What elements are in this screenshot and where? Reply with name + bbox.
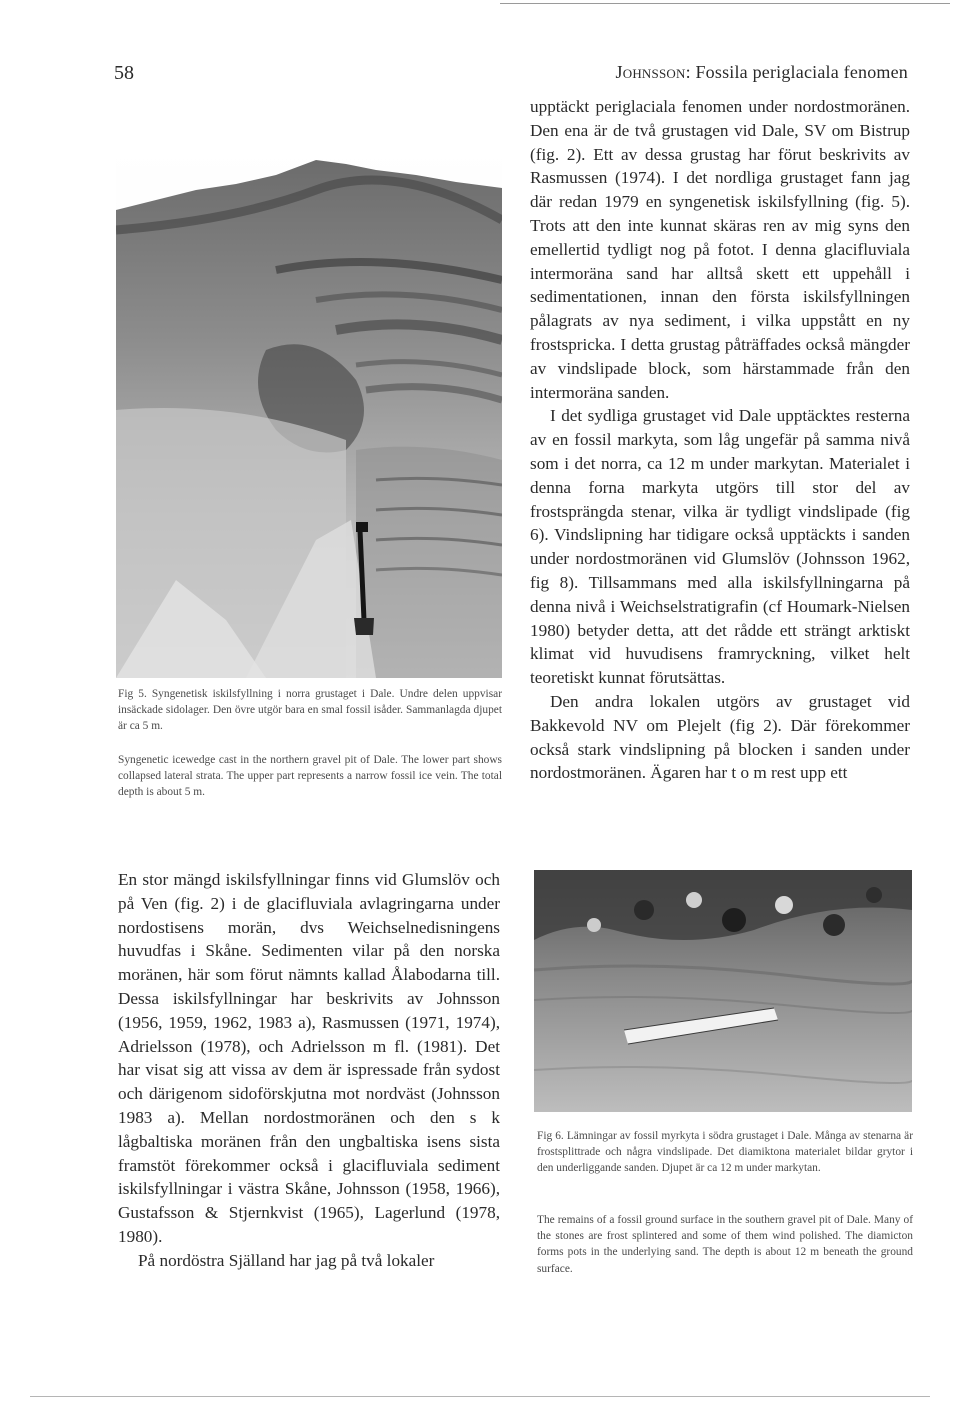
scan-edge-top bbox=[500, 3, 950, 4]
page-number: 58 bbox=[114, 62, 134, 84]
figure-6-image bbox=[534, 870, 912, 1112]
running-head-title: : Fossila periglaciala fenomen bbox=[685, 62, 908, 82]
figure-5-caption-english bbox=[118, 752, 502, 801]
paragraph: På nordöstra Själland har jag på två lokaler bbox=[138, 1250, 435, 1270]
running-head-author: Johnsson bbox=[615, 62, 686, 82]
figure-6-caption-english bbox=[537, 1212, 913, 1277]
running-head bbox=[616, 62, 908, 83]
left-column-text bbox=[118, 868, 500, 1273]
figure-6-caption-swedish bbox=[537, 1128, 913, 1177]
figure-6-caption-sv-text: Fig 6. Lämningar av fossil myrkyta i södra grustaget i Dale. Många av stenarna är frostsplittrade och några vindslipade. Det diamiktona materialet bildar grytor i den underliggande sanden. Djupet är ca 12 m under markytan. bbox=[537, 1130, 913, 1175]
figure-5-caption-swedish bbox=[118, 686, 502, 735]
paragraph: En stor mängd iskilsfyllningar finns vid Glumslöv och på Ven (fig. 2) i de glacifluviala avlagringarna under nordostisens morän, dvs Weichselnedisningens huvudfas i Skåne. Sedimenten vilar på den norska moränen, här som förut nämnts kallad Ålabodarna till. Dessa iskilsfyllningar har beskrivits av Johnsson (1956, 1959, 1962, 1983 a), Rasmussen (1971, 1974), Adrielsson (1978), och Adrielsson m fl. (1981). Det har visat sig att vissa av dem är ispressade från sydost och därigenom sidoförskjutna mot nordväst (Johnsson 1983 a). Mellan nordostmoränen och den s k lågbaltiska moränen från den ungbaltiska isens sista framstöt förekommer också i glacifluviala sediment iskilsfyllningar i västra Skåne, Johnsson (1958, 1966), Gustafsson & Stjernkvist (1965), Lagerlund (1978, 1980). bbox=[118, 870, 500, 1246]
paragraph: upptäckt periglaciala fenomen under nordostmoränen. Den ena är de två grustagen vid Dale, SV om Bistrup (fig. 2). Ett av dessa grustag har förut beskrivits av Rasmussen (1974). I det nordliga grustaget fann jag där redan 1979 en syngenetisk iskilsfyllning (fig. 5). Trots att den inte kunnat skäras ren av mig syns den emellertid tydligt nog på fotot. I denna glacifluviala intermoräna sand har alltså skett ett uppehåll i sedimentationen, innan den första iskilsfyllningen pålagrats av nya sediment, i vilka uppstått en ny frostspricka. I detta grustag påträffades också mängder av vindslipade block, som härstammade från den intermoräna sanden. bbox=[530, 97, 910, 402]
figure-5-caption-en-text: Syngenetic icewedge cast in the northern gravel pit of Dale. The lower part shows collapsed lateral strata. The upper part represents a narrow fossil ice vein. The total depth is about 5 m. bbox=[118, 754, 502, 799]
scan-edge-bottom bbox=[30, 1396, 930, 1397]
figure-5-image bbox=[116, 150, 502, 678]
figure-5-photo bbox=[116, 150, 502, 678]
figure-6-caption-en-text: The remains of a fossil ground surface in the southern gravel pit of Dale. Many of the stones are frost splintered and some of them wind polished. The diamicton forms pots in the underlying sand. The depth is about 12 m beneath the ground surface. bbox=[537, 1214, 913, 1275]
figure-6-photo bbox=[534, 870, 912, 1112]
right-column-text bbox=[530, 95, 910, 785]
figure-5-caption-sv-text: Fig 5. Syngenetisk iskilsfyllning i norra grustaget i Dale. Undre delen uppvisar insäckade sidolager. Den övre utgör bara en smal fossil isåder. Sammanlagda djupet är ca 5 m. bbox=[118, 688, 502, 733]
paragraph: I det sydliga grustaget vid Dale upptäcktes resterna av en fossil markyta, som låg ungefär på samma nivå som i det norra, ca 12 m under markytan. Materialet i denna forna markyta utgörs till stor del av frostsprängda stenar, vilka är tydligt vindslipade (fig 6). Vindslipning har tidigare också upptäckts i sanden under nordostmoränen vid Glumslöv (Johnsson 1962, fig 8). Tillsammans med alla iskilsfyllningarna på denna nivå i Weichselstratigrafin (cf Houmark-Nielsen 1980) betyder detta, att det rådde ett strängt arktiskt klimat vid huvudisens framryckning, vilket helt teoretiskt kunnat förutsättas. bbox=[530, 406, 910, 688]
paragraph: Den andra lokalen utgörs av grustaget vid Bakkevold NV om Plejelt (fig 2). Där förekommer också stark vindslipning på blocken i sanden under nordostmoränen. Ägaren har t o m rest upp ett bbox=[530, 691, 910, 783]
